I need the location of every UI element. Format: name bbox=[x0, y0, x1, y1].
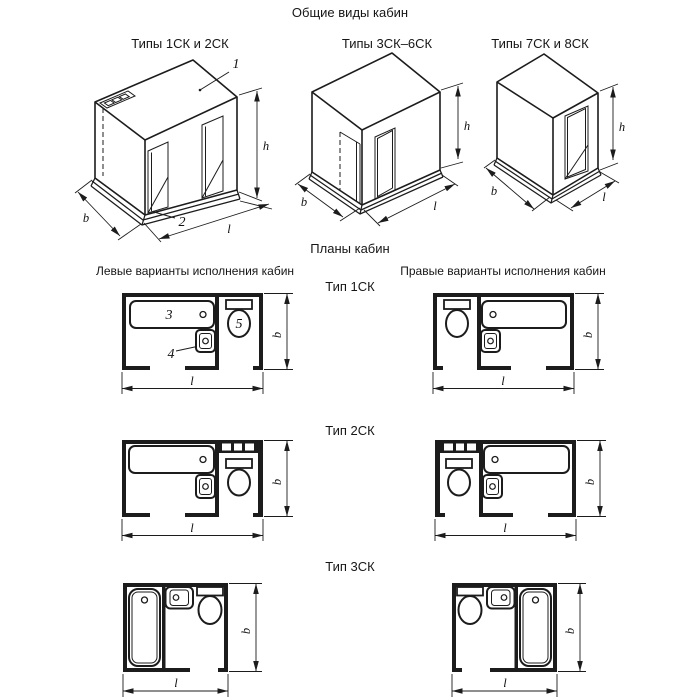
iso-view-types-1sk-2sk bbox=[62, 55, 287, 250]
type3-title: Тип 3СК bbox=[325, 559, 375, 574]
main-title: Общие виды кабин bbox=[291, 5, 409, 20]
dim-label-l: l bbox=[227, 222, 231, 236]
dim-label-l: l bbox=[433, 199, 437, 213]
type2-title: Тип 2СК bbox=[325, 423, 375, 438]
dim-label-b: b bbox=[270, 331, 284, 339]
dim-label-l: l bbox=[503, 676, 507, 690]
dim-label-h: h bbox=[618, 120, 626, 134]
iso-view-types-7sk-8sk bbox=[483, 50, 658, 225]
plan-type1-left bbox=[112, 288, 297, 400]
dim-label-l: l bbox=[174, 676, 178, 690]
view-title-1: Типы 1СК и 2СК bbox=[131, 36, 229, 51]
cabin-room-mirrored bbox=[435, 440, 576, 517]
plan-type2-right bbox=[425, 435, 610, 547]
callout-roof-label: 1 bbox=[232, 57, 240, 72]
dim-label-h: h bbox=[463, 119, 471, 133]
plans-title: Планы кабин bbox=[310, 241, 390, 256]
cabin-room bbox=[123, 583, 228, 672]
iso-view-types-3sk-6sk bbox=[292, 52, 482, 237]
dim-label-l: l bbox=[602, 190, 606, 204]
callout-washbasin-label: 4 bbox=[167, 347, 175, 362]
dim-label-b: b bbox=[490, 184, 498, 198]
dim-label-b: b bbox=[583, 478, 597, 486]
type1-title: Тип 1СК bbox=[325, 279, 375, 294]
view-title-2: Типы 3СК–6СК bbox=[341, 36, 433, 51]
view-title-3: Типы 7СК и 8СК bbox=[491, 36, 589, 51]
dim-label-b: b bbox=[270, 478, 284, 486]
dim-label-b: b bbox=[563, 627, 577, 635]
cabin-room bbox=[122, 440, 263, 517]
callout-base-label: 2 bbox=[178, 215, 186, 230]
dim-label-b: b bbox=[581, 331, 595, 339]
cabin-room-mirrored bbox=[452, 583, 557, 672]
callout-toilet-label: 5 bbox=[235, 317, 243, 332]
callout-washbasin-leader bbox=[176, 347, 197, 352]
dim-label-l: l bbox=[501, 374, 505, 388]
cabin-room-mirrored bbox=[433, 293, 574, 370]
dim-label-b: b bbox=[82, 211, 90, 225]
dim-label-l: l bbox=[190, 374, 194, 388]
dim-label-l: l bbox=[503, 521, 507, 535]
dim-label-l: l bbox=[190, 521, 194, 535]
plan-type3-left bbox=[112, 578, 272, 700]
right-column-header: Правые варианты исполнения кабин bbox=[400, 264, 606, 278]
plan-type3-right bbox=[430, 578, 590, 700]
plan-type2-left bbox=[112, 435, 297, 547]
dim-label-b: b bbox=[300, 195, 308, 209]
left-column-header: Левые варианты исполнения кабин bbox=[95, 264, 295, 278]
dim-label-h: h bbox=[262, 139, 270, 153]
dim-label-b: b bbox=[239, 627, 253, 635]
plan-type1-right bbox=[425, 288, 610, 400]
callout-bath-label: 3 bbox=[165, 308, 173, 323]
